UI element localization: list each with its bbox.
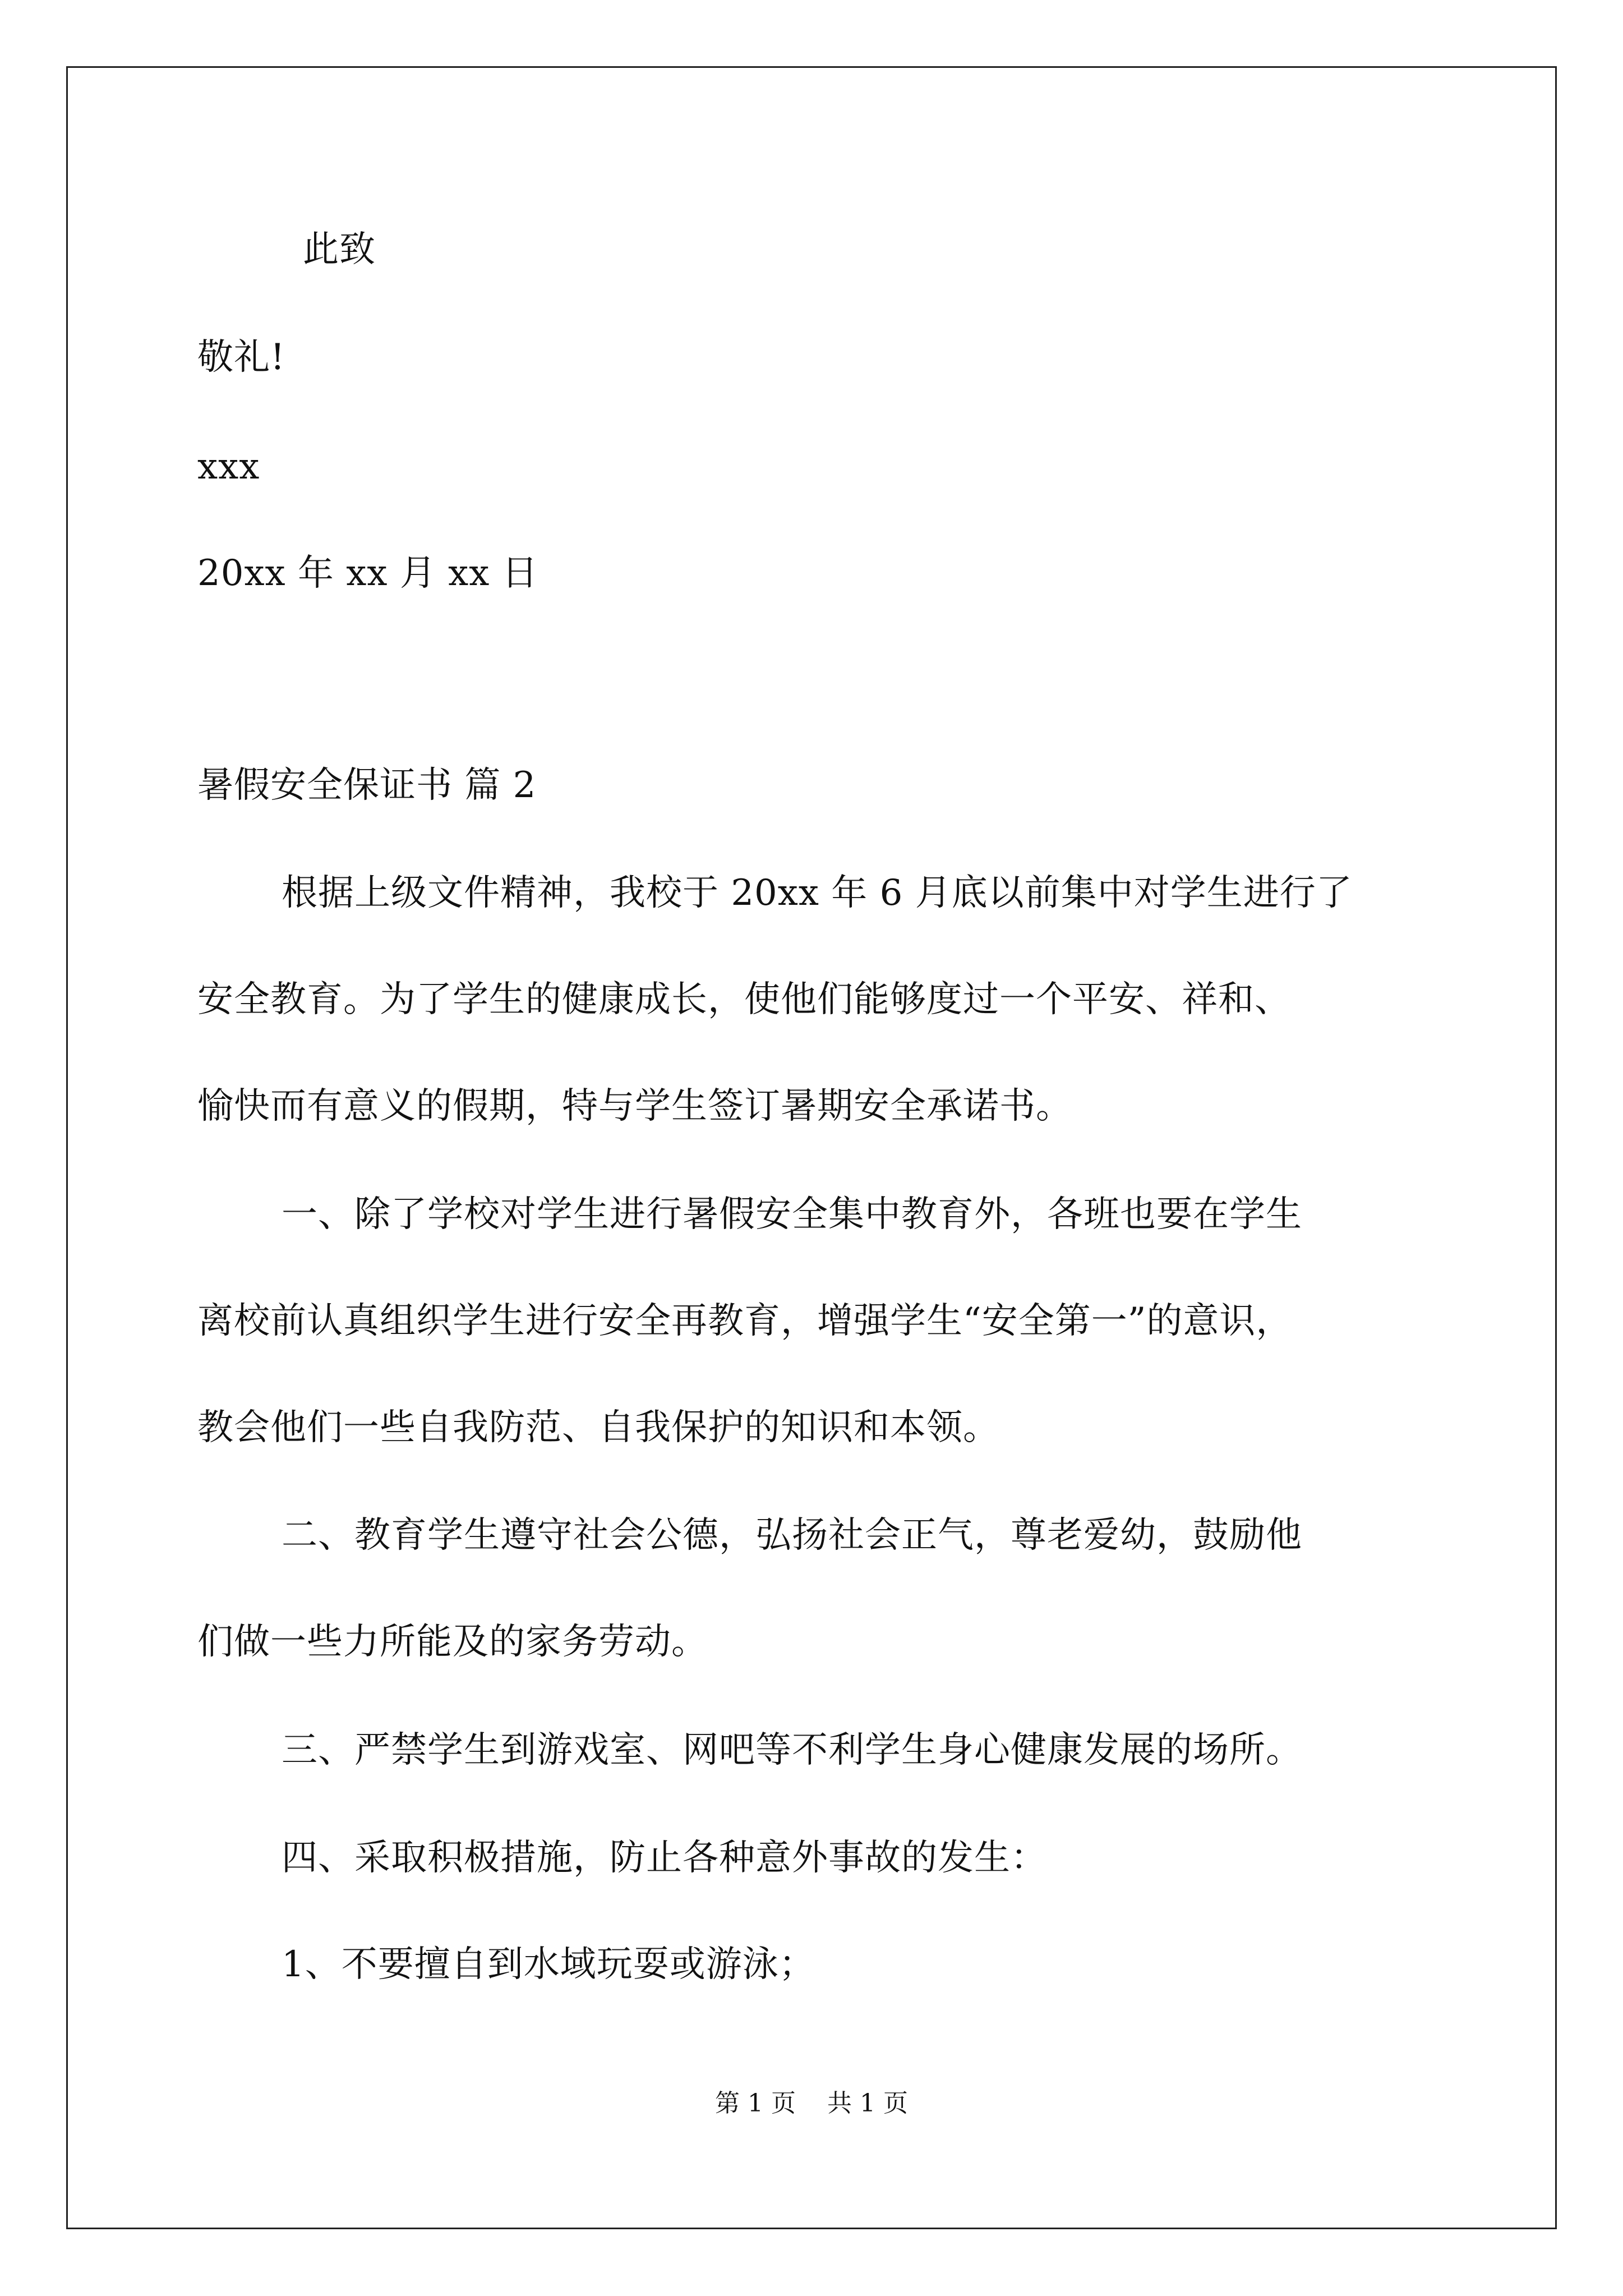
paragraph-line: 三、严禁学生到游戏室、网吧等不利学生身心健康发展的场所。	[282, 1729, 1302, 1771]
page-footer	[0, 2091, 1623, 2116]
signature: xxx	[197, 446, 260, 487]
section-heading: 暑假安全保证书 篇 2	[197, 765, 537, 806]
page-border	[66, 66, 1557, 2229]
paragraph-line: 教会他们一些自我防范、自我保护的知识和本领。	[197, 1407, 999, 1448]
paragraph-line: 二、教育学生遵守社会公德，弘扬社会正气，尊老爱幼，鼓励他	[282, 1515, 1302, 1556]
paragraph-line: 根据上级文件精神，我校于 20xx 年 6 月底以前集中对学生进行了	[282, 872, 1353, 914]
paragraph-line: 四、采取积极措施，防止各种意外事故的发生：	[282, 1837, 1047, 1879]
paragraph-line: 离校前认真组织学生进行安全再教育，增强学生“安全第一”的意识，	[197, 1300, 1293, 1342]
paragraph-line: 们做一些力所能及的家务劳动。	[197, 1621, 708, 1663]
paragraph-line: 安全教育。为了学生的健康成长，使他们能够度过一个平安、祥和、	[197, 979, 1291, 1020]
closing-ci-zhi: 此致	[303, 229, 376, 270]
paragraph-line: 一、除了学校对学生进行暑假安全集中教育外，各班也要在学生	[282, 1194, 1302, 1235]
page-total: 共 1 页	[827, 2089, 908, 2118]
paragraph-line: 1、不要擅自到水域玩耍或游泳；	[282, 1944, 815, 1985]
closing-jing-li: 敬礼!	[197, 337, 285, 378]
paragraph-line: 愉快而有意义的假期，特与学生签订暑期安全承诺书。	[197, 1085, 1072, 1127]
letter-date: 20xx 年 xx 月 xx 日	[197, 553, 538, 594]
page-number: 第 1 页	[715, 2089, 796, 2118]
